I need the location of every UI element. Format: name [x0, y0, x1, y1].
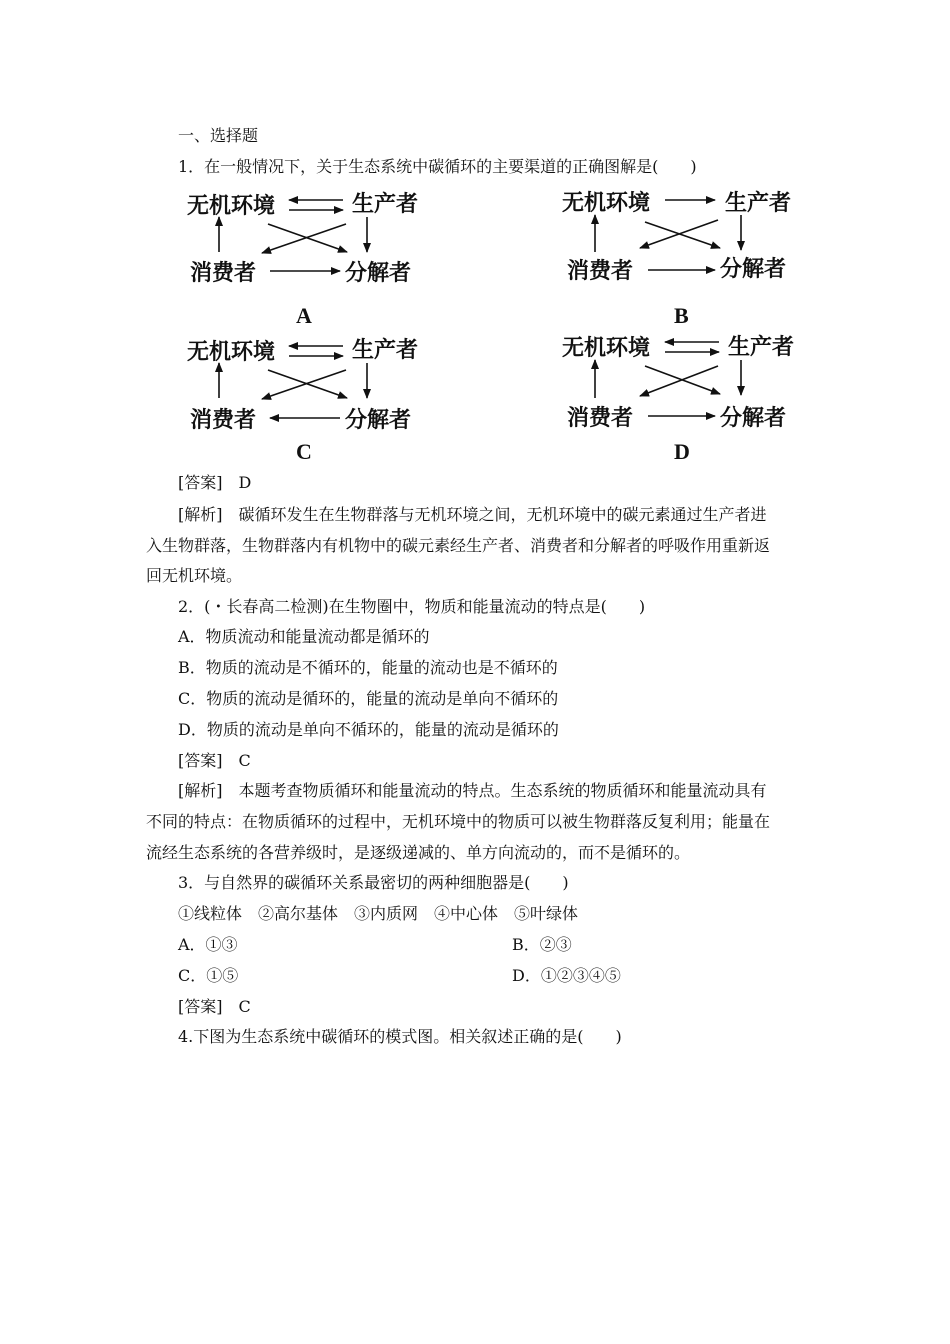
diagram-c-decomposer: 分解者 — [345, 408, 412, 433]
diagram-d-decomposer: 分解者 — [720, 406, 787, 431]
diagram-b-decomposer: 分解者 — [720, 257, 787, 282]
question-3-option-b: B．②③ — [512, 935, 572, 954]
diagram-d-producer: 生产者 — [728, 335, 795, 360]
question-2-analysis-line-2: 不同的特点：在物质循环的过程中，无机环境中的物质可以被生物群落反复利用；能量在 — [146, 812, 771, 831]
question-2-option-a: A．物质流动和能量流动都是循环的 — [178, 627, 430, 646]
question-3-option-c: C．①⑤ — [178, 966, 239, 985]
question-2-option-c: C．物质的流动是循环的，能量的流动是单向不循环的 — [178, 689, 559, 708]
diagram-b-producer: 生产者 — [725, 191, 792, 216]
diagram-a-consumer: 消费者 — [190, 261, 257, 286]
question-3-option-d: D．①②③④⑤ — [512, 966, 621, 985]
diagram-c-producer: 生产者 — [352, 338, 419, 363]
diagram-d-consumer: 消费者 — [567, 406, 634, 431]
diagram-a-label: A — [296, 303, 312, 328]
question-2-analysis-line-3: 流经生态系统的各营养级时，是逐级递减的、单方向流动的，而不是循环的。 — [146, 843, 691, 862]
carbon-cycle-diagrams — [0, 180, 950, 470]
question-3-answer: [答案] C — [178, 997, 251, 1016]
question-1-analysis-line-1: [解析] 碳循环发生在生物群落与无机环境之间，无机环境中的碳元素通过生产者进 — [178, 505, 767, 524]
question-4-stem: 4.下图为生态系统中碳循环的模式图。相关叙述正确的是( ) — [178, 1027, 622, 1046]
diagram-b-label: B — [674, 303, 689, 328]
question-2-option-d: D．物质的流动是单向不循环的，能量的流动是循环的 — [178, 720, 559, 739]
question-3-stem: 3．与自然界的碳循环关系最密切的两种细胞器是( ) — [178, 873, 569, 892]
diagram-c-label: C — [296, 439, 312, 464]
question-2-stem: 2．(・长春高二检测)在生物圈中，物质和能量流动的特点是( ) — [178, 597, 646, 616]
question-1-stem: 1．在一般情况下，关于生态系统中碳循环的主要渠道的正确图解是( ) — [178, 157, 697, 176]
diagram-c-consumer: 消费者 — [190, 408, 257, 433]
question-2-analysis-line-1: [解析] 本题考查物质循环和能量流动的特点。生态系统的物质循环和能量流动具有 — [178, 781, 767, 800]
question-3-items: ①线粒体 ②高尔基体 ③内质网 ④中心体 ⑤叶绿体 — [178, 904, 579, 923]
diagram-a-decomposer: 分解者 — [345, 261, 412, 286]
diagram-a-producer: 生产者 — [352, 192, 419, 217]
diagram-a-inorganic: 无机环境 — [187, 194, 276, 219]
diagram-c-inorganic: 无机环境 — [187, 340, 276, 365]
question-2-option-b: B．物质的流动是不循环的，能量的流动也是不循环的 — [178, 658, 558, 677]
diagram-b-inorganic: 无机环境 — [562, 191, 651, 216]
question-1-analysis-line-2: 入生物群落，生物群落内有机物中的碳元素经生产者、消费者和分解者的呼吸作用重新返 — [146, 536, 771, 555]
question-1-analysis-line-3: 回无机环境。 — [146, 566, 243, 585]
diagram-b-consumer: 消费者 — [567, 259, 634, 284]
diagram-d-inorganic: 无机环境 — [562, 336, 651, 361]
section-title: 一、选择题 — [178, 126, 259, 145]
question-3-option-a: A．①③ — [178, 935, 238, 954]
diagram-d-label: D — [674, 439, 690, 464]
question-2-answer: [答案] C — [178, 751, 251, 770]
question-1-answer: [答案] D — [178, 473, 252, 492]
